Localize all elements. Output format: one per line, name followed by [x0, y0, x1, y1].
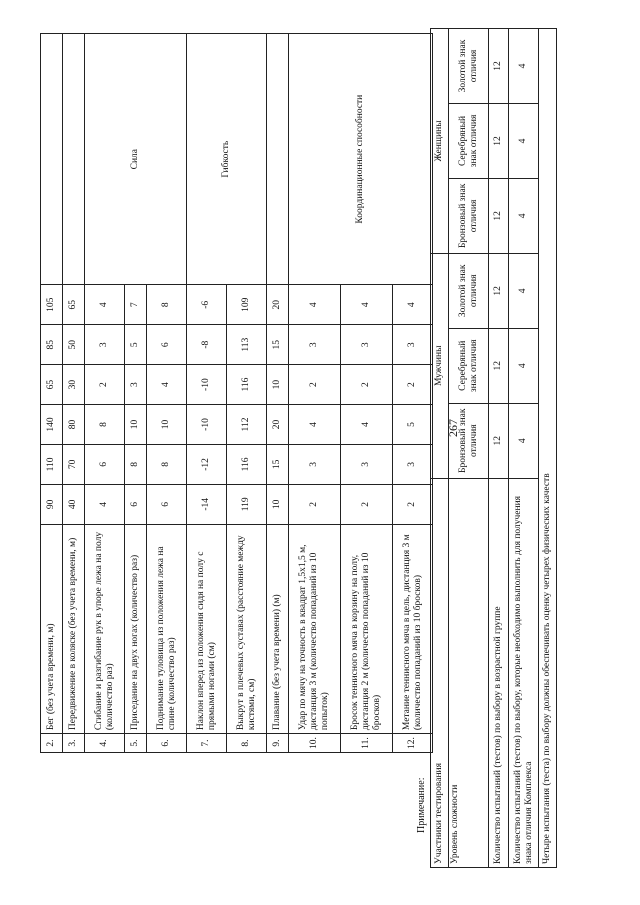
value-cell: 5 — [393, 405, 433, 445]
row-number: 3. — [63, 734, 85, 753]
test-name: Плавание (без учета времени) (м) — [267, 524, 289, 733]
value-cell: 20 — [267, 405, 289, 445]
table-row — [63, 34, 85, 753]
table-row — [509, 29, 539, 868]
summary-table-rotated — [430, 28, 557, 868]
value-cell: 6 — [85, 444, 125, 484]
row-number: 6. — [147, 734, 187, 753]
value-cell: 140 — [41, 405, 63, 445]
value-cell: -12 — [187, 444, 227, 484]
value-cell: 12 — [489, 328, 509, 403]
value-cell: 119 — [227, 484, 267, 524]
value-cell: 3 — [85, 325, 125, 365]
value-cell: 3 — [289, 325, 341, 365]
level-cell: Бронзовый знак отличия — [449, 178, 489, 253]
value-cell: 10 — [267, 365, 289, 405]
women-header: Женщины — [431, 29, 449, 254]
value-cell: 6 — [125, 484, 147, 524]
value-cell: 8 — [147, 444, 187, 484]
value-cell: 12 — [489, 253, 509, 328]
row-label: Количество испытаний (тестов) по выбору, которые необходимо выполнить для получения знака отличия Комплекса — [509, 478, 539, 867]
value-cell: 4 — [509, 178, 539, 253]
value-cell: 65 — [41, 365, 63, 405]
value-cell: 3 — [393, 325, 433, 365]
test-name: Передвижение в коляске (без учета времени, м) — [63, 524, 85, 733]
value-cell: 110 — [41, 444, 63, 484]
value-cell: 5 — [125, 325, 147, 365]
row-number: 5. — [125, 734, 147, 753]
value-cell: 10 — [147, 405, 187, 445]
value-cell: 3 — [341, 444, 393, 484]
value-cell: 20 — [267, 285, 289, 325]
value-cell: 4 — [509, 29, 539, 104]
value-cell: 4 — [509, 403, 539, 478]
men-header: Мужчины — [431, 253, 449, 478]
value-cell: 4 — [289, 405, 341, 445]
row-number: 4. — [85, 734, 125, 753]
value-cell: 112 — [227, 405, 267, 445]
row-number: 2. — [41, 734, 63, 753]
value-cell: -8 — [187, 325, 227, 365]
value-cell: 3 — [125, 365, 147, 405]
table-row — [539, 29, 557, 868]
value-cell: 3 — [341, 325, 393, 365]
level-cell: Серебряный знак отличия — [449, 328, 489, 403]
value-cell: 70 — [63, 444, 85, 484]
test-name: Приседание на двух ногах (количество раз) — [125, 524, 147, 733]
row-number: 8. — [227, 734, 267, 753]
value-cell: 8 — [85, 405, 125, 445]
value-cell: 15 — [267, 325, 289, 365]
participants-label: Участники тестирования — [431, 478, 449, 867]
value-cell: 2 — [393, 484, 433, 524]
test-name: Наклон вперед из положения сидя на полу с прямыми ногами (см) — [187, 524, 227, 733]
value-cell: 4 — [85, 285, 125, 325]
level-cell: Золотой знак отличия — [449, 253, 489, 328]
value-cell: 80 — [63, 405, 85, 445]
value-cell: -10 — [187, 405, 227, 445]
table-row — [267, 34, 289, 753]
row-number: 9. — [267, 734, 289, 753]
value-cell: 4 — [509, 253, 539, 328]
value-cell: 3 — [393, 444, 433, 484]
category-koord: Координационные способности — [289, 34, 433, 285]
row-number: 7. — [187, 734, 227, 753]
value-cell: 113 — [227, 325, 267, 365]
value-cell: 116 — [227, 444, 267, 484]
value-cell: 4 — [341, 405, 393, 445]
value-cell: 8 — [125, 444, 147, 484]
level-label: Уровень сложности — [449, 478, 489, 867]
test-name: Бросок теннисного мяча в корзину на полу, дистанция 2 м (количество попаданий из 10 бросков) — [341, 524, 393, 733]
value-cell: 8 — [147, 285, 187, 325]
value-cell: 30 — [63, 365, 85, 405]
value-cell: 4 — [289, 285, 341, 325]
value-cell: 109 — [227, 285, 267, 325]
table-row — [431, 29, 449, 868]
value-cell: 3 — [289, 444, 341, 484]
test-name: Удар по мячу на точность в квадрат 1,5х1,5 м, дистанция 3 м (количество попаданий из 10 попыток) — [289, 524, 341, 733]
value-cell: -6 — [187, 285, 227, 325]
value-cell: 10 — [267, 484, 289, 524]
value-cell: 65 — [63, 285, 85, 325]
summary-table — [430, 28, 557, 868]
value-cell: 6 — [147, 484, 187, 524]
norms-table — [40, 33, 433, 753]
value-cell: -10 — [187, 365, 227, 405]
value-cell: 12 — [489, 103, 509, 178]
category-sila: Сила — [85, 34, 187, 285]
value-cell: 4 — [85, 484, 125, 524]
test-name: Метание теннисного мяча в цель, дистанция 3 м (количество попаданий из 10 бросков) — [393, 524, 433, 733]
page-number: 267 — [446, 419, 460, 437]
value-cell: 12 — [489, 178, 509, 253]
value-cell: 2 — [289, 484, 341, 524]
test-name: Поднимание туловища из положения лежа на спине (количество раз) — [147, 524, 187, 733]
value-cell: 15 — [267, 444, 289, 484]
test-name: Выкрут в плечевых суставах (расстояние между кистями, см) — [227, 524, 267, 733]
value-cell: 116 — [227, 365, 267, 405]
value-cell: -14 — [187, 484, 227, 524]
test-name: Бег (без учета времени, м) — [41, 524, 63, 733]
category-cell — [41, 34, 63, 285]
row-number: 10. — [289, 734, 341, 753]
value-cell: 4 — [509, 103, 539, 178]
value-cell: 12 — [489, 403, 509, 478]
value-cell: 2 — [341, 484, 393, 524]
level-cell: Золотой знак отличия — [449, 29, 489, 104]
value-cell: 12 — [489, 29, 509, 104]
value-cell: 4 — [147, 365, 187, 405]
row-number: 12. — [393, 734, 433, 753]
note-label: Примечание: — [416, 777, 427, 833]
row-label: Количество испытаний (тестов) по выбору в возрастной группе — [489, 478, 509, 867]
value-cell: 40 — [63, 484, 85, 524]
value-cell: 7 — [125, 285, 147, 325]
value-cell: 2 — [85, 365, 125, 405]
table-row — [187, 34, 227, 753]
table-row — [449, 29, 489, 868]
table-row — [41, 34, 63, 753]
table-row — [489, 29, 509, 868]
value-cell: 50 — [63, 325, 85, 365]
footer-note: Четыре испытания (теста) по выбору должны обеспечивать оценку четырех физических качеств — [539, 29, 557, 868]
value-cell: 4 — [509, 328, 539, 403]
value-cell: 85 — [41, 325, 63, 365]
value-cell: 4 — [341, 285, 393, 325]
value-cell: 2 — [341, 365, 393, 405]
value-cell: 2 — [289, 365, 341, 405]
value-cell: 2 — [393, 365, 433, 405]
row-number: 11. — [341, 734, 393, 753]
test-name: Сгибание и разгибание рук в упоре лежа на полу (количество раз) — [85, 524, 125, 733]
value-cell: 105 — [41, 285, 63, 325]
table-row — [289, 34, 341, 753]
level-cell: Серебряный знак отличия — [449, 103, 489, 178]
category-gibkost: Гибкость — [187, 34, 267, 285]
table-row — [85, 34, 125, 753]
value-cell: 4 — [393, 285, 433, 325]
value-cell: 6 — [147, 325, 187, 365]
value-cell: 90 — [41, 484, 63, 524]
category-cell — [63, 34, 85, 285]
value-cell: 10 — [125, 405, 147, 445]
category-cell — [267, 34, 289, 285]
level-cell: Бронзовый знак отличия — [449, 403, 489, 478]
norms-table-rotated — [40, 33, 433, 753]
